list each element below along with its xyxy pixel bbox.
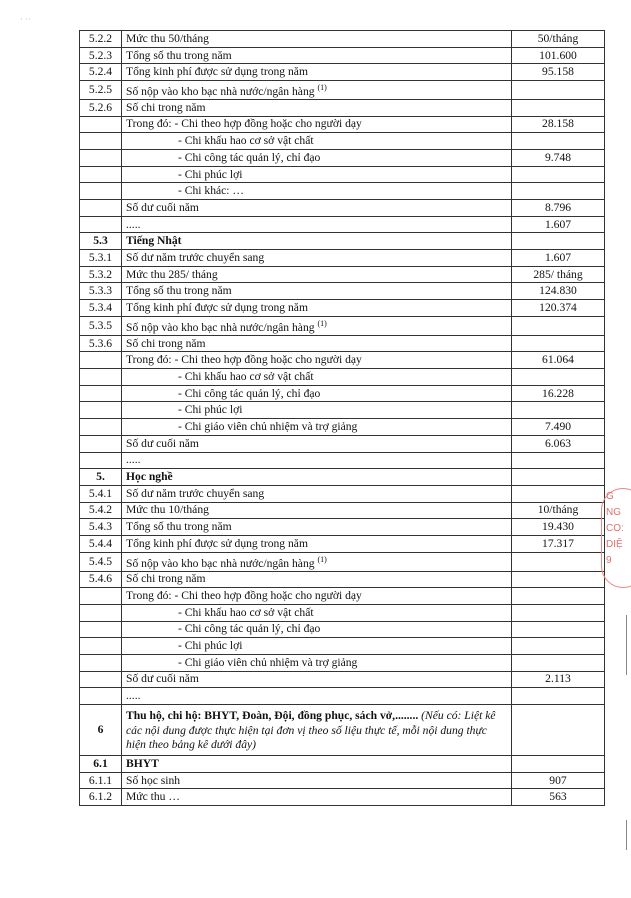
content-text: Số dư cuối năm bbox=[126, 672, 199, 686]
row-value: 9.748 bbox=[512, 149, 605, 166]
row-content bbox=[122, 621, 512, 638]
row-number: 5.4.5 bbox=[80, 552, 122, 571]
content-text: Mức thu … bbox=[126, 790, 180, 804]
italic-note: (Nếu có: Liệt kê các nội dung được thực hiện tại đơn vị theo số liệu thực tế, mỗi nội dung thực hiện theo bảng kê dưới đây) bbox=[126, 709, 496, 752]
scan-edge-mark bbox=[626, 820, 627, 850]
row-value bbox=[512, 485, 605, 502]
row-number: 5.2.2 bbox=[80, 31, 122, 48]
row-content bbox=[122, 588, 512, 605]
row-content bbox=[122, 435, 512, 452]
table-row bbox=[80, 200, 605, 217]
row-value bbox=[512, 166, 605, 183]
row-content bbox=[122, 316, 512, 335]
row-content bbox=[122, 789, 512, 806]
row-number bbox=[80, 166, 122, 183]
content-text: Số dư cuối năm bbox=[126, 200, 199, 214]
row-content bbox=[122, 250, 512, 267]
table-row bbox=[80, 519, 605, 536]
table-row bbox=[80, 756, 605, 773]
table-row bbox=[80, 133, 605, 150]
row-value bbox=[512, 183, 605, 200]
row-value bbox=[512, 688, 605, 705]
row-content bbox=[122, 116, 512, 133]
row-content bbox=[122, 266, 512, 283]
row-content bbox=[122, 283, 512, 300]
content-text: - Chi công tác quản lý, chỉ đạo bbox=[178, 386, 321, 400]
row-value bbox=[512, 133, 605, 150]
row-number: 6.1.1 bbox=[80, 772, 122, 789]
scan-edge-mark bbox=[626, 615, 627, 675]
row-number: 6.1.2 bbox=[80, 789, 122, 806]
row-number bbox=[80, 621, 122, 638]
row-value: 7.490 bbox=[512, 419, 605, 436]
budget-table bbox=[79, 30, 605, 806]
content-text: - Chi phúc lợi bbox=[178, 403, 243, 417]
row-number bbox=[80, 588, 122, 605]
content-text: - Chi giáo viên chủ nhiệm và trợ giảng bbox=[178, 655, 358, 669]
row-content bbox=[122, 756, 512, 773]
table-row bbox=[80, 419, 605, 436]
row-value bbox=[512, 335, 605, 352]
content-text: Số dư năm trước chuyển sang bbox=[126, 250, 265, 264]
table-row bbox=[80, 233, 605, 250]
row-value: 50/tháng bbox=[512, 31, 605, 48]
row-content bbox=[122, 200, 512, 217]
row-number: 5.4.2 bbox=[80, 502, 122, 519]
table-row bbox=[80, 402, 605, 419]
row-value: 120.374 bbox=[512, 300, 605, 317]
row-content bbox=[122, 571, 512, 588]
row-value: 28.158 bbox=[512, 116, 605, 133]
content-text: - Chi phúc lợi bbox=[178, 639, 243, 653]
content-text: Số chi trong năm bbox=[126, 336, 206, 350]
content-text: - Chi khấu hao cơ sở vật chất bbox=[178, 369, 314, 383]
row-content bbox=[122, 604, 512, 621]
row-number: 5. bbox=[80, 469, 122, 486]
content-text: Tổng số thu trong năm bbox=[126, 520, 232, 534]
row-number bbox=[80, 183, 122, 200]
table-row bbox=[80, 621, 605, 638]
content-text: Mức thu 285/ tháng bbox=[126, 267, 218, 281]
row-value: 907 bbox=[512, 772, 605, 789]
row-number: 5.4.1 bbox=[80, 485, 122, 502]
row-value bbox=[512, 604, 605, 621]
content-text: Trong đó: - Chi theo hợp đồng hoặc cho người dạy bbox=[126, 353, 362, 367]
content-text: - Chi khấu hao cơ sở vật chất bbox=[178, 605, 314, 619]
row-value bbox=[512, 81, 605, 100]
row-value: 17.317 bbox=[512, 535, 605, 552]
row-value: 10/tháng bbox=[512, 502, 605, 519]
table-row bbox=[80, 300, 605, 317]
row-value bbox=[512, 369, 605, 386]
row-number bbox=[80, 200, 122, 217]
row-content bbox=[122, 300, 512, 317]
table-row bbox=[80, 149, 605, 166]
content-text: Tổng số thu trong năm bbox=[126, 284, 232, 298]
table-row bbox=[80, 502, 605, 519]
row-number bbox=[80, 352, 122, 369]
table-row bbox=[80, 588, 605, 605]
row-value bbox=[512, 469, 605, 486]
content-text: Tổng kinh phí được sử dụng trong năm bbox=[126, 301, 308, 315]
table-row bbox=[80, 64, 605, 81]
red-stamp bbox=[601, 488, 631, 588]
content-text: ..... bbox=[126, 689, 141, 703]
table-row bbox=[80, 47, 605, 64]
row-content bbox=[122, 47, 512, 64]
content-text: Tổng kinh phí được sử dụng trong năm bbox=[126, 536, 308, 550]
table-row bbox=[80, 604, 605, 621]
row-content bbox=[122, 99, 512, 116]
row-value: 101.600 bbox=[512, 47, 605, 64]
row-number: 5.2.3 bbox=[80, 47, 122, 64]
row-value bbox=[512, 233, 605, 250]
row-content bbox=[122, 502, 512, 519]
row-value: 16.228 bbox=[512, 385, 605, 402]
row-value bbox=[512, 402, 605, 419]
content-text: ..... bbox=[126, 453, 141, 467]
stamp-line: DIỆ bbox=[606, 539, 623, 550]
row-number bbox=[80, 452, 122, 469]
row-value: 95.158 bbox=[512, 64, 605, 81]
content-text: - Chi phúc lợi bbox=[178, 167, 243, 181]
row-value bbox=[512, 316, 605, 335]
table-row bbox=[80, 772, 605, 789]
row-content bbox=[122, 133, 512, 150]
row-value bbox=[512, 654, 605, 671]
row-number bbox=[80, 149, 122, 166]
row-content bbox=[122, 31, 512, 48]
row-value: 124.830 bbox=[512, 283, 605, 300]
table-body bbox=[80, 31, 605, 806]
table-row bbox=[80, 283, 605, 300]
table-row bbox=[80, 369, 605, 386]
stamp-line: 9 bbox=[606, 555, 612, 566]
row-number: 5.2.5 bbox=[80, 81, 122, 100]
row-value: 1.607 bbox=[512, 216, 605, 233]
footnote-marker: (1) bbox=[317, 554, 327, 564]
row-content bbox=[122, 452, 512, 469]
content-text: Mức thu 10/tháng bbox=[126, 503, 209, 517]
table-row bbox=[80, 485, 605, 502]
row-content bbox=[122, 352, 512, 369]
row-content bbox=[122, 335, 512, 352]
row-content bbox=[122, 369, 512, 386]
row-number bbox=[80, 116, 122, 133]
content-text: Số nộp vào kho bạc nhà nước/ngân hàng bbox=[126, 320, 315, 334]
content-text: Tổng số thu trong năm bbox=[126, 48, 232, 62]
row-value: 1.607 bbox=[512, 250, 605, 267]
row-content bbox=[122, 183, 512, 200]
content-text: Học nghề bbox=[126, 470, 173, 484]
row-number: 6 bbox=[80, 705, 122, 756]
row-number: 5.2.4 bbox=[80, 64, 122, 81]
row-number: 5.3.3 bbox=[80, 283, 122, 300]
row-content bbox=[122, 419, 512, 436]
table-row bbox=[80, 469, 605, 486]
row-content bbox=[122, 671, 512, 688]
table-row bbox=[80, 552, 605, 571]
table-row bbox=[80, 183, 605, 200]
table-row bbox=[80, 99, 605, 116]
row-content bbox=[122, 705, 512, 756]
content-text: Số nộp vào kho bạc nhà nước/ngân hàng bbox=[126, 556, 315, 570]
row-number bbox=[80, 385, 122, 402]
row-number: 5.3.6 bbox=[80, 335, 122, 352]
table-row bbox=[80, 435, 605, 452]
row-content bbox=[122, 469, 512, 486]
row-number: 5.3.1 bbox=[80, 250, 122, 267]
footnote-marker: (1) bbox=[317, 83, 327, 93]
table-row bbox=[80, 166, 605, 183]
table-row bbox=[80, 688, 605, 705]
row-number bbox=[80, 435, 122, 452]
table-row bbox=[80, 452, 605, 469]
content-text: BHYT bbox=[126, 756, 159, 770]
content-text: Số chi trong năm bbox=[126, 100, 206, 114]
row-value: 285/ tháng bbox=[512, 266, 605, 283]
row-number: 5.2.6 bbox=[80, 99, 122, 116]
table-row bbox=[80, 335, 605, 352]
row-value bbox=[512, 571, 605, 588]
row-number bbox=[80, 402, 122, 419]
content-text: Trong đó: - Chi theo hợp đồng hoặc cho người dạy bbox=[126, 589, 362, 603]
scan-mark: · ·· bbox=[20, 14, 32, 24]
content-text: - Chi giáo viên chủ nhiệm và trợ giảng bbox=[178, 420, 358, 433]
content-text: Tiếng Nhật bbox=[126, 234, 182, 248]
table-row bbox=[80, 250, 605, 267]
table-row bbox=[80, 385, 605, 402]
table-row bbox=[80, 535, 605, 552]
content-text: ..... bbox=[126, 217, 141, 231]
row-value: 2.113 bbox=[512, 671, 605, 688]
content-text: Số học sinh bbox=[126, 773, 181, 787]
row-value bbox=[512, 638, 605, 655]
table-row bbox=[80, 31, 605, 48]
row-value: 61.064 bbox=[512, 352, 605, 369]
row-content bbox=[122, 149, 512, 166]
row-content bbox=[122, 552, 512, 571]
table-row bbox=[80, 671, 605, 688]
row-value bbox=[512, 588, 605, 605]
row-number bbox=[80, 369, 122, 386]
content-text: Số nộp vào kho bạc nhà nước/ngân hàng bbox=[126, 84, 315, 98]
table-row bbox=[80, 638, 605, 655]
stamp-line: CO: bbox=[606, 523, 624, 534]
row-content bbox=[122, 772, 512, 789]
row-number bbox=[80, 654, 122, 671]
row-content bbox=[122, 233, 512, 250]
row-number bbox=[80, 638, 122, 655]
row-content bbox=[122, 638, 512, 655]
table-row bbox=[80, 266, 605, 283]
stamp-line: G bbox=[606, 491, 614, 502]
row-number: 6.1 bbox=[80, 756, 122, 773]
content-text: Thu hộ, chi hộ: BHYT, Đoàn, Đội, đồng phục, sách vở,........ bbox=[126, 709, 419, 723]
row-value bbox=[512, 756, 605, 773]
row-number bbox=[80, 688, 122, 705]
footnote-marker: (1) bbox=[317, 318, 327, 328]
row-value: 8.796 bbox=[512, 200, 605, 217]
table-row bbox=[80, 654, 605, 671]
content-text: - Chi công tác quản lý, chỉ đạo bbox=[178, 150, 321, 164]
row-content bbox=[122, 166, 512, 183]
table-row bbox=[80, 352, 605, 369]
table-row bbox=[80, 316, 605, 335]
row-content bbox=[122, 385, 512, 402]
row-content bbox=[122, 535, 512, 552]
content-text: Trong đó: - Chi theo hợp đồng hoặc cho người dạy bbox=[126, 117, 362, 131]
row-value: 6.063 bbox=[512, 435, 605, 452]
row-number bbox=[80, 133, 122, 150]
content-text: Số dư cuối năm bbox=[126, 436, 199, 450]
row-content bbox=[122, 688, 512, 705]
table-row bbox=[80, 705, 605, 756]
row-value bbox=[512, 552, 605, 571]
row-content bbox=[122, 519, 512, 536]
row-value: 19.430 bbox=[512, 519, 605, 536]
content-text: Tổng kinh phí được sử dụng trong năm bbox=[126, 65, 308, 79]
row-number bbox=[80, 604, 122, 621]
row-number bbox=[80, 671, 122, 688]
table-row bbox=[80, 216, 605, 233]
row-number: 5.4.4 bbox=[80, 535, 122, 552]
row-number: 5.3.2 bbox=[80, 266, 122, 283]
row-number: 5.4.3 bbox=[80, 519, 122, 536]
row-value: 563 bbox=[512, 789, 605, 806]
table-row bbox=[80, 116, 605, 133]
row-content bbox=[122, 64, 512, 81]
row-number: 5.3.4 bbox=[80, 300, 122, 317]
row-content bbox=[122, 654, 512, 671]
row-value bbox=[512, 452, 605, 469]
row-content bbox=[122, 216, 512, 233]
row-value bbox=[512, 99, 605, 116]
row-number: 5.3.5 bbox=[80, 316, 122, 335]
row-number bbox=[80, 216, 122, 233]
row-number: 5.4.6 bbox=[80, 571, 122, 588]
content-text: - Chi khác: … bbox=[178, 184, 245, 198]
content-text: - Chi khấu hao cơ sở vật chất bbox=[178, 134, 314, 148]
row-content bbox=[122, 402, 512, 419]
row-value bbox=[512, 621, 605, 638]
stamp-line: NG bbox=[606, 507, 621, 518]
content-text: Mức thu 50/tháng bbox=[126, 31, 209, 45]
row-number: 5.3 bbox=[80, 233, 122, 250]
row-value bbox=[512, 705, 605, 756]
table-row bbox=[80, 571, 605, 588]
content-text: Số chi trong năm bbox=[126, 572, 206, 586]
table-row bbox=[80, 789, 605, 806]
row-number bbox=[80, 419, 122, 436]
content-text: - Chi công tác quản lý, chỉ đạo bbox=[178, 622, 321, 636]
row-content bbox=[122, 485, 512, 502]
row-content bbox=[122, 81, 512, 100]
content-text: Số dư năm trước chuyển sang bbox=[126, 486, 265, 500]
table-row bbox=[80, 81, 605, 100]
